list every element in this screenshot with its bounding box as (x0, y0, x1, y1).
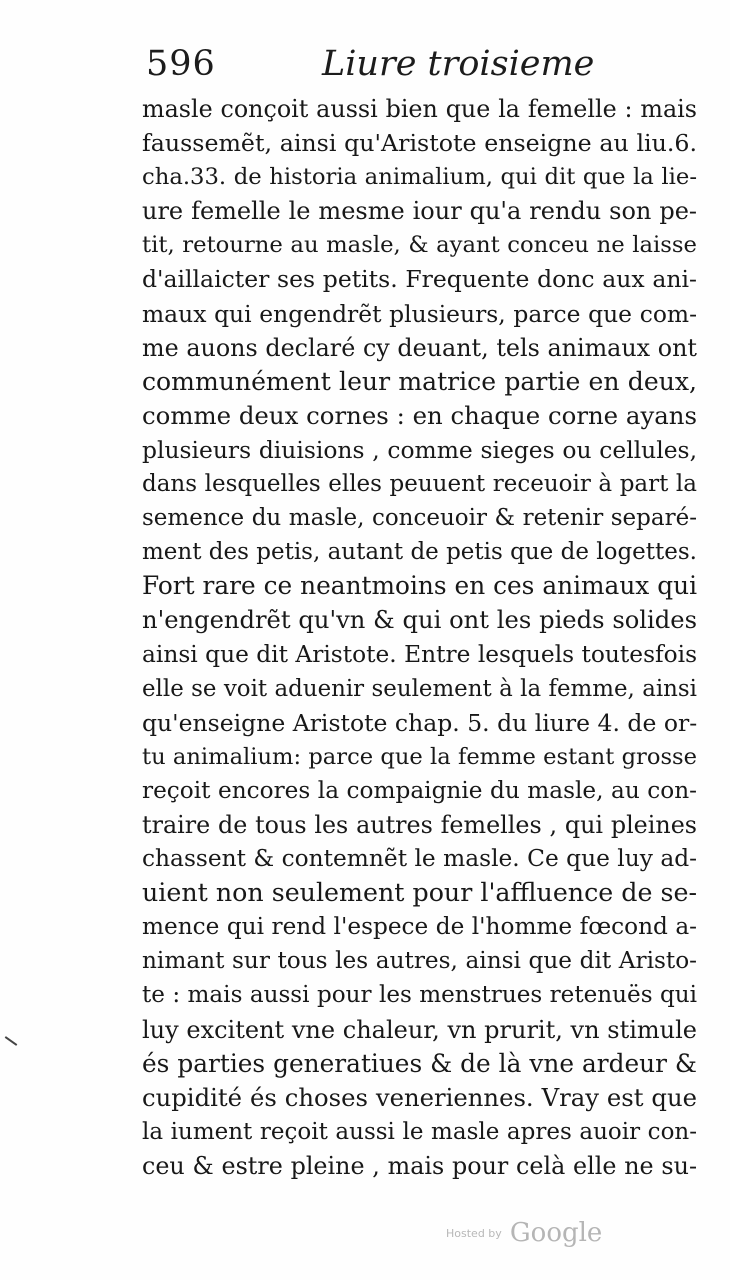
text-line: uient non seulement pour l'affluence de se- (142, 878, 697, 908)
hosted-by-label: Hosted by (446, 1226, 502, 1240)
text-line: qu'enseigne Aristote chap. 5. du liure 4. de or- (142, 708, 698, 737)
google-logo: Google (509, 1218, 603, 1248)
text-line: ment des petis, autant de petis que de logettes. (142, 539, 697, 566)
text-line: luy excitent vne chaleur, vn prurit, vn stimule (142, 1015, 697, 1044)
text-line: n'engendrẽt qu'vn & qui ont les pieds solides (142, 606, 697, 635)
text-line: cupidité és choses veneriennes. Vray est que (142, 1082, 697, 1112)
text-line: traire de tous les autres femelles , qui pleines (142, 810, 697, 839)
margin-mark (5, 1036, 18, 1046)
text-line: chassent & contemnẽt le masle. Ce que luy ad- (142, 845, 697, 873)
text-line: cha.33. de historia animalium, qui dit que la lie- (142, 164, 697, 191)
text-line: communément leur matrice partie en deux, (142, 366, 697, 396)
text-line: masle conçoit aussi bien que la femelle : mais (142, 95, 697, 123)
text-line: ceu & estre pleine , mais pour celà elle ne su- (142, 1151, 697, 1180)
page-number: 596 (146, 44, 216, 84)
text-line: te : mais aussi pour les menstrues retenuës qui (142, 982, 697, 1009)
text-line: comme deux cornes : en chaque corne ayans (142, 400, 697, 430)
text-line: d'aillaicter ses petits. Frequente donc aux ani- (142, 265, 697, 294)
text-line: maux qui engendrẽt plusieurs, parce que com- (142, 299, 697, 328)
text-line: me auons declaré cy deuant, tels animaux ont (142, 333, 697, 362)
text-line: nimant sur tous les autres, ainsi que dit Aristo- (142, 947, 697, 975)
body-text (142, 92, 697, 1183)
text-line: tit, retourne au masle, & ayant conceu ne laisse (142, 232, 697, 259)
text-line: faussemẽt, ainsi qu'Aristote enseigne au liu.6. (142, 129, 697, 158)
text-line: ure femelle le mesme iour qu'a rendu son pe- (142, 197, 697, 226)
text-line: és parties generatiues & de là vne ardeur & (142, 1048, 697, 1078)
page-header (146, 44, 706, 94)
text-line: semence du masle, conceuoir & retenir separé- (142, 505, 697, 532)
text-line: la iument reçoit aussi le masle apres auoir con- (142, 1118, 697, 1145)
text-line: reçoit encores la compaignie du masle, au con- (142, 776, 697, 804)
text-line: dans lesquelles elles peuuent receuoir à part la (142, 471, 697, 498)
text-line: elle se voit aduenir seulement à la femme, ainsi (142, 675, 697, 702)
text-line: mence qui rend l'espece de l'homme fœcond a- (142, 913, 697, 941)
text-line: ainsi que dit Aristote. Entre lesquels toutesfois (142, 640, 698, 668)
text-line: tu animalium: parce que la femme estant grosse (142, 743, 697, 770)
text-line: plusieurs diuisions , comme sieges ou cellules, (142, 435, 697, 464)
running-head: Liure troisieme (322, 44, 595, 84)
google-watermark (446, 1218, 602, 1248)
text-line: Fort rare ce neantmoins en ces animaux qui (142, 571, 697, 601)
